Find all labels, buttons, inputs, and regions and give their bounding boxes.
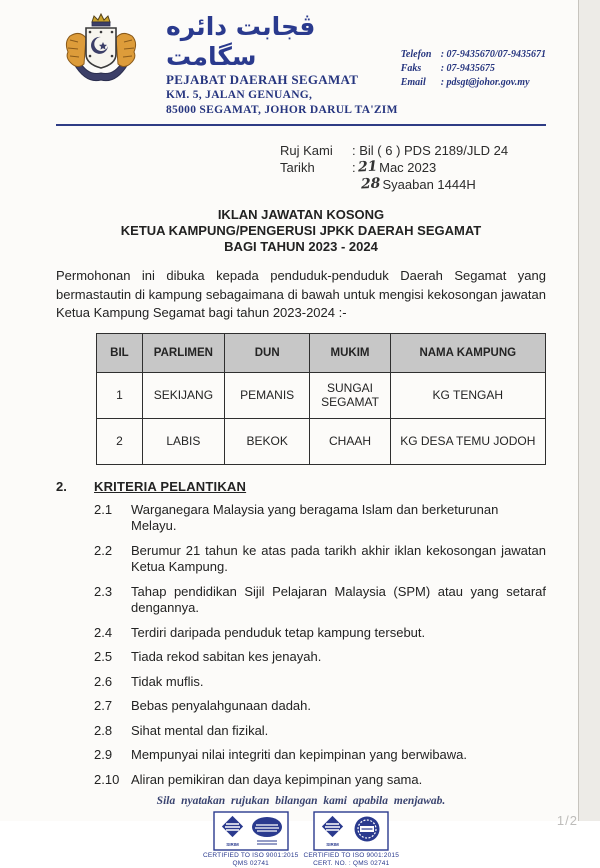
sirim-iso-logo-icon: [313, 811, 389, 851]
faks-label: Faks: [400, 63, 422, 74]
list-item: 2.5 Tiada rekod sabitan kes jenayah.: [94, 649, 322, 664]
page-number: 1/2: [556, 813, 578, 828]
svg-text:SIRIM: SIRIM: [225, 842, 239, 847]
list-item: 2.2 Berumur 21 tahun ke atas pada tarikh akhir iklan kekosongan jawatan Ketua Kampung.: [94, 542, 546, 574]
tarikh-rest: Mac 2023: [379, 160, 437, 175]
letterhead: [56, 12, 546, 118]
svg-text:SIRIM: SIRIM: [326, 842, 340, 847]
telefon-label: Telefon: [400, 49, 432, 60]
col-header-parlimen: PARLIMEN: [142, 333, 224, 372]
header-divider: [56, 124, 546, 126]
cert-left-caption: CERTIFIED TO ISO 9001:2015 QMS 02741: [202, 852, 299, 867]
document-title: [56, 207, 546, 255]
cell-mukim: CHAAH: [310, 418, 390, 464]
cell-mukim: SUNGAI SEGAMAT: [310, 372, 390, 418]
col-header-nama-kampung: NAMA KAMPUNG: [390, 333, 545, 372]
reference-block: [280, 142, 546, 193]
list-item: 2.1 Warganegara Malaysia yang beragama Islam dan berketurunan Melayu.: [94, 501, 499, 533]
email-value: : pdsgt@johor.gov.my: [440, 77, 530, 88]
list-item: 2.4 Terdiri daripada penduduk tetap kampung tersebut.: [94, 624, 426, 640]
title-line-1: IKLAN JAWATAN KOSONG: [217, 207, 385, 222]
cell-bil: 1: [97, 372, 143, 418]
list-item: 2.6 Tidak muflis.: [94, 673, 204, 689]
cell-dun: BEKOK: [224, 418, 310, 464]
tarikh-label: Tarikh: [280, 160, 315, 175]
table-row: [97, 418, 546, 464]
telefon-value: : 07-9435670/07-9435671: [440, 49, 546, 60]
col-header-mukim: MUKIM: [310, 333, 390, 372]
list-item: 2.7 Bebas penyalahgunaan dadah.: [94, 698, 311, 713]
hijri-day-handwritten: 28: [360, 175, 381, 193]
cert-right-caption: CERTIFIED TO ISO 9001:2015 CERT. NO. : QMS 02741: [303, 852, 400, 867]
office-name: PEJABAT DAERAH SEGAMAT: [166, 72, 359, 87]
hijri-rest: Syaaban 1444H: [382, 177, 476, 192]
cell-nama-kampung: KG DESA TEMU JODOH: [390, 418, 545, 464]
title-line-2: KETUA KAMPUNG/PENGERUSI JPKK DAERAH SEGAMAT: [120, 223, 482, 238]
section-heading: KRITERIA PELANTIKAN: [94, 478, 247, 494]
cell-bil: 2: [97, 418, 143, 464]
johor-coat-of-arms-icon: [56, 12, 146, 94]
section-kriteria-pelantikan: [56, 479, 546, 789]
cert-right: [304, 811, 400, 868]
faks-value: : 07-9435675: [440, 63, 495, 74]
ruj-kami-label: Ruj Kami: [280, 143, 333, 158]
title-line-3: BAGI TAHUN 2023 - 2024: [224, 239, 378, 254]
reply-reference-note: Sila nyatakan rujukan bilangan kami apabila menjawab.: [156, 795, 446, 807]
email-label: Email: [400, 77, 426, 88]
list-item: 2.10 Aliran pemikiran dan daya kepimpinan yang sama.: [94, 771, 423, 787]
list-item: 2.8 Sihat mental dan fizikal.: [94, 722, 269, 738]
cell-parlimen: SEKIJANG: [142, 372, 224, 418]
cert-left: [203, 811, 299, 868]
letterhead-text: [166, 12, 401, 118]
list-item: 2.3 Tahap pendidikan Sijil Pelajaran Malaysia (SPM) atau yang setaraf dengannya.: [94, 583, 546, 615]
ruj-kami-value: : Bil ( 6 ) PDS 2189/JLD 24: [352, 143, 509, 158]
table-row: [97, 372, 546, 418]
vacancy-table: [96, 333, 546, 465]
address-line-1: KM. 5, JALAN GENUANG,: [166, 89, 313, 101]
section-number: 2.: [56, 478, 67, 494]
jawi-calligraphy: ڤجابت دائره سگامت: [166, 12, 316, 71]
col-header-dun: DUN: [224, 333, 310, 372]
cell-nama-kampung: KG TENGAH: [390, 372, 545, 418]
tarikh-day-handwritten: 21: [357, 158, 378, 176]
tarikh-colon: :: [352, 160, 356, 175]
cell-dun: PEMANIS: [224, 372, 310, 418]
sirim-quality-system-logo-icon: [213, 811, 289, 851]
address-line-2: 85000 SEGAMAT, JOHOR DARUL TA'ZIM: [166, 104, 398, 116]
table-header-row: [97, 333, 546, 372]
certification-logos: [56, 811, 546, 868]
cell-parlimen: LABIS: [142, 418, 224, 464]
list-item: 2.9 Mempunyai nilai integriti dan kepimpinan yang berwibawa.: [94, 747, 468, 762]
col-header-bil: BIL: [97, 333, 143, 372]
intro-paragraph: Permohonan ini dibuka kepada penduduk-penduduk Daerah Segamat yang bermastautin di kampung sebagaimana di bawah untuk mengisi kekosongan jawatan Ketua Kampung Segamat bagi tahun 2023-2024 :-: [56, 268, 546, 320]
contact-block: [401, 48, 546, 90]
